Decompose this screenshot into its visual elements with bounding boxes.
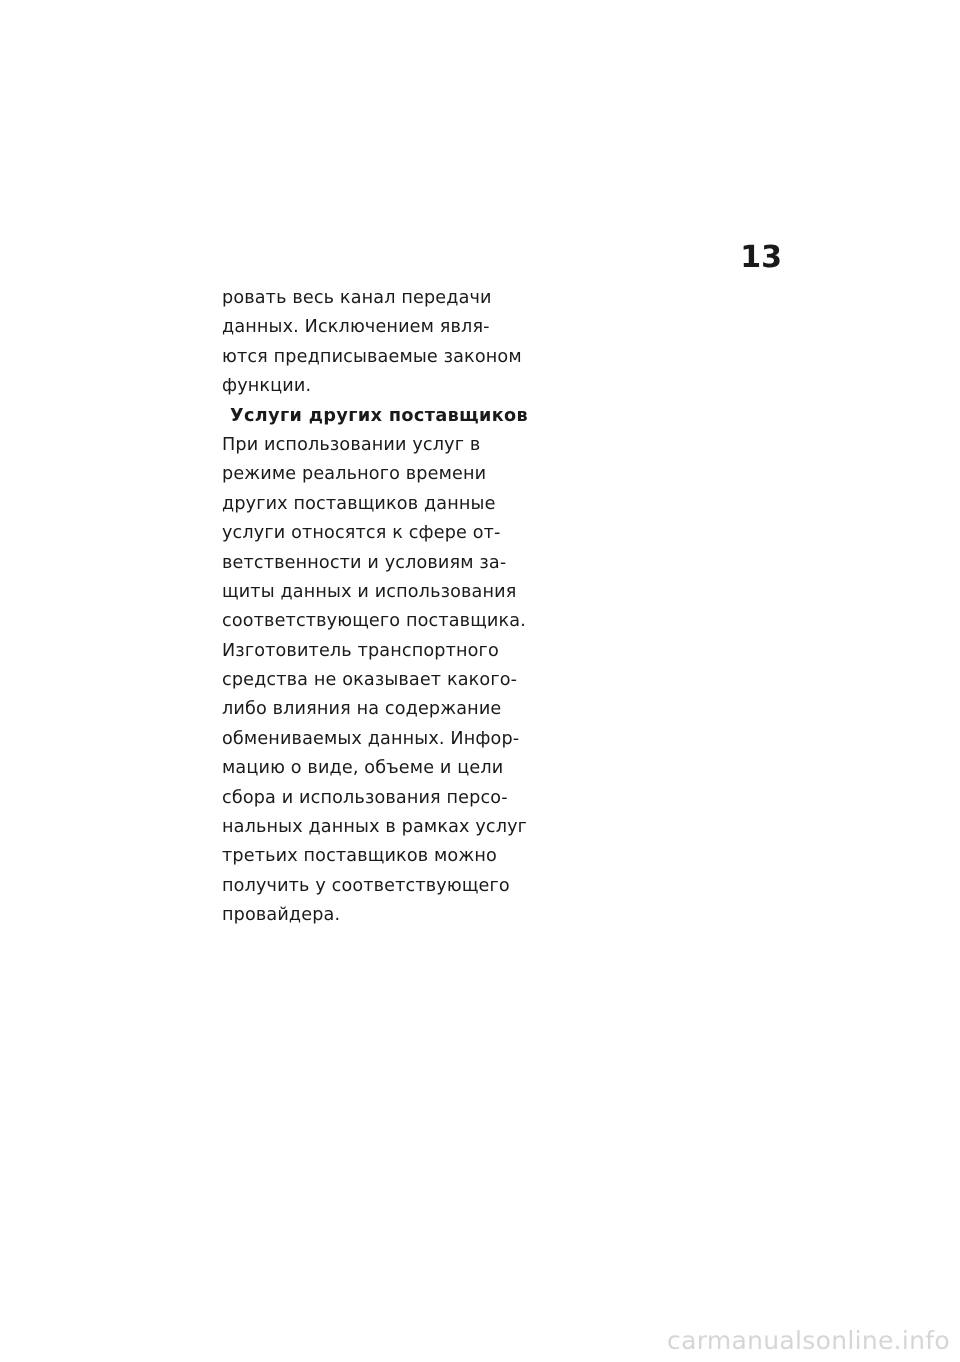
text-line: нальных данных в рамках услуг: [222, 817, 528, 838]
body-text-column: [222, 284, 529, 931]
text-line: режиме реального времени: [222, 464, 487, 485]
text-line: получить у соответствующего: [222, 875, 510, 896]
text-line: щиты данных и использования: [222, 581, 517, 602]
text-line: данных. Исключением явля-: [222, 317, 490, 338]
text-line: обмениваемых данных. Инфор-: [222, 728, 520, 749]
text-line: либо влияния на содержание: [222, 699, 502, 720]
text-line: ровать весь канал передачи: [222, 288, 492, 308]
text-line: средства не оказывает какого-: [222, 670, 518, 691]
text-line: сбора и использования персо-: [222, 787, 508, 808]
text-line: соответствующего поставщика.: [222, 611, 526, 632]
text-line: других поставщиков данные: [222, 493, 496, 514]
text-line: услуги относятся к сфере от-: [222, 523, 501, 544]
text-line: ветственности и условиям за-: [222, 552, 507, 573]
watermark: carmanualsonline.info: [667, 1326, 950, 1355]
page-number: 13: [740, 240, 782, 275]
text-line: третьих поставщиков можно: [222, 846, 497, 867]
text-line: ются предписываемые законом: [222, 346, 522, 367]
text-line: Изготовитель транспортного: [222, 640, 499, 661]
text-line: При использовании услуг в: [222, 434, 481, 455]
text-line: мацию о виде, объеме и цели: [222, 758, 504, 779]
text-line: провайдера.: [222, 905, 341, 926]
text-line: функции.: [222, 376, 312, 397]
section-heading: Услуги других поставщиков: [230, 405, 529, 426]
